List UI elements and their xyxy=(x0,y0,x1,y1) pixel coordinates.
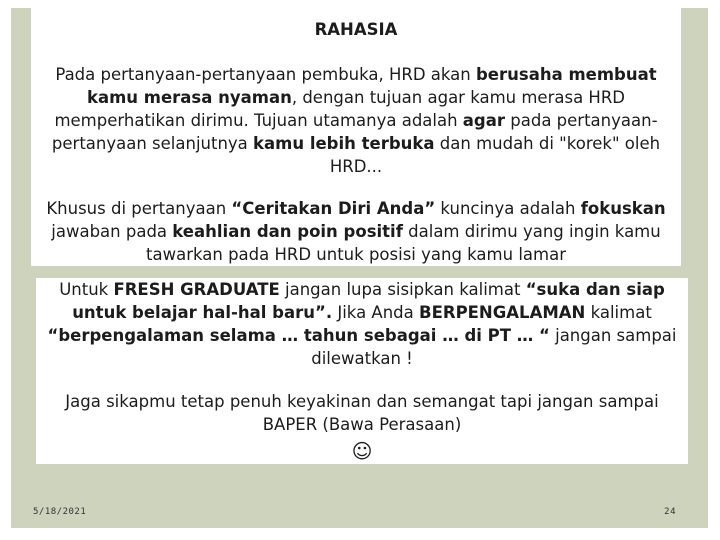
emphasis-text: FRESH GRADUATE xyxy=(113,280,280,299)
emphasis-text: fokuskan xyxy=(580,199,666,218)
slide-date: 5/18/2021 xyxy=(33,507,87,517)
body-text: Jaga sikapmu tetap penuh keyakinan dan semangat tapi jangan sampai BAPER (Bawa Perasaan) xyxy=(65,392,659,434)
body-text: Khusus di pertanyaan xyxy=(46,199,232,218)
body-text: dalam dirimu yang ingin kamu tawarkan pada HRD untuk posisi yang kamu lamar xyxy=(146,222,661,264)
body-text: Untuk xyxy=(59,280,114,299)
emphasis-text: berusaha membuat kamu merasa nyaman xyxy=(86,65,657,107)
fresh-graduate-paragraph xyxy=(44,278,680,370)
body-text: jangan lupa sisipkan kalimat xyxy=(279,280,526,299)
body-text: jawaban pada xyxy=(51,222,173,241)
body-text: dan mudah di "korek" oleh HRD... xyxy=(329,134,661,176)
emphasis-text: “berpengalaman selama … tahun sebagai … di PT … “ xyxy=(47,326,550,345)
body-text: pada pertanyaan-pertanyaan selanjutnya xyxy=(51,111,658,153)
slide-background xyxy=(11,8,708,528)
tell-about-yourself-paragraph xyxy=(39,197,673,266)
smiley-icon: ☺ xyxy=(351,439,373,463)
secret-card xyxy=(31,8,681,266)
emphasis-text: “Ceritakan Diri Anda” xyxy=(231,199,436,218)
tips-card xyxy=(36,278,688,464)
body-text: jangan sampai dilewatkan ! xyxy=(311,326,677,368)
emphasis-text: “suka dan siap untuk belajar hal-hal baru”. xyxy=(72,280,665,322)
opening-questions-paragraph xyxy=(39,63,673,178)
body-text: , dengan tujuan agar kamu merasa HRD memperhatikan dirimu. Tujuan utamanya adalah xyxy=(54,88,626,130)
body-text: Pada pertanyaan-pertanyaan pembuka, HRD akan xyxy=(55,65,476,84)
slide-title: RAHASIA xyxy=(314,20,398,39)
body-text: kalimat xyxy=(585,303,652,322)
emphasis-text: kamu lebih terbuka xyxy=(253,134,435,153)
emphasis-text: BERPENGALAMAN xyxy=(419,303,586,322)
body-text: kuncinya adalah xyxy=(435,199,581,218)
emphasis-text: keahlian dan poin positif xyxy=(172,222,403,241)
attitude-paragraph xyxy=(44,390,680,436)
slide-number: 24 xyxy=(664,507,676,517)
emphasis-text: agar xyxy=(462,111,506,130)
body-text: Jika Anda xyxy=(332,303,420,322)
